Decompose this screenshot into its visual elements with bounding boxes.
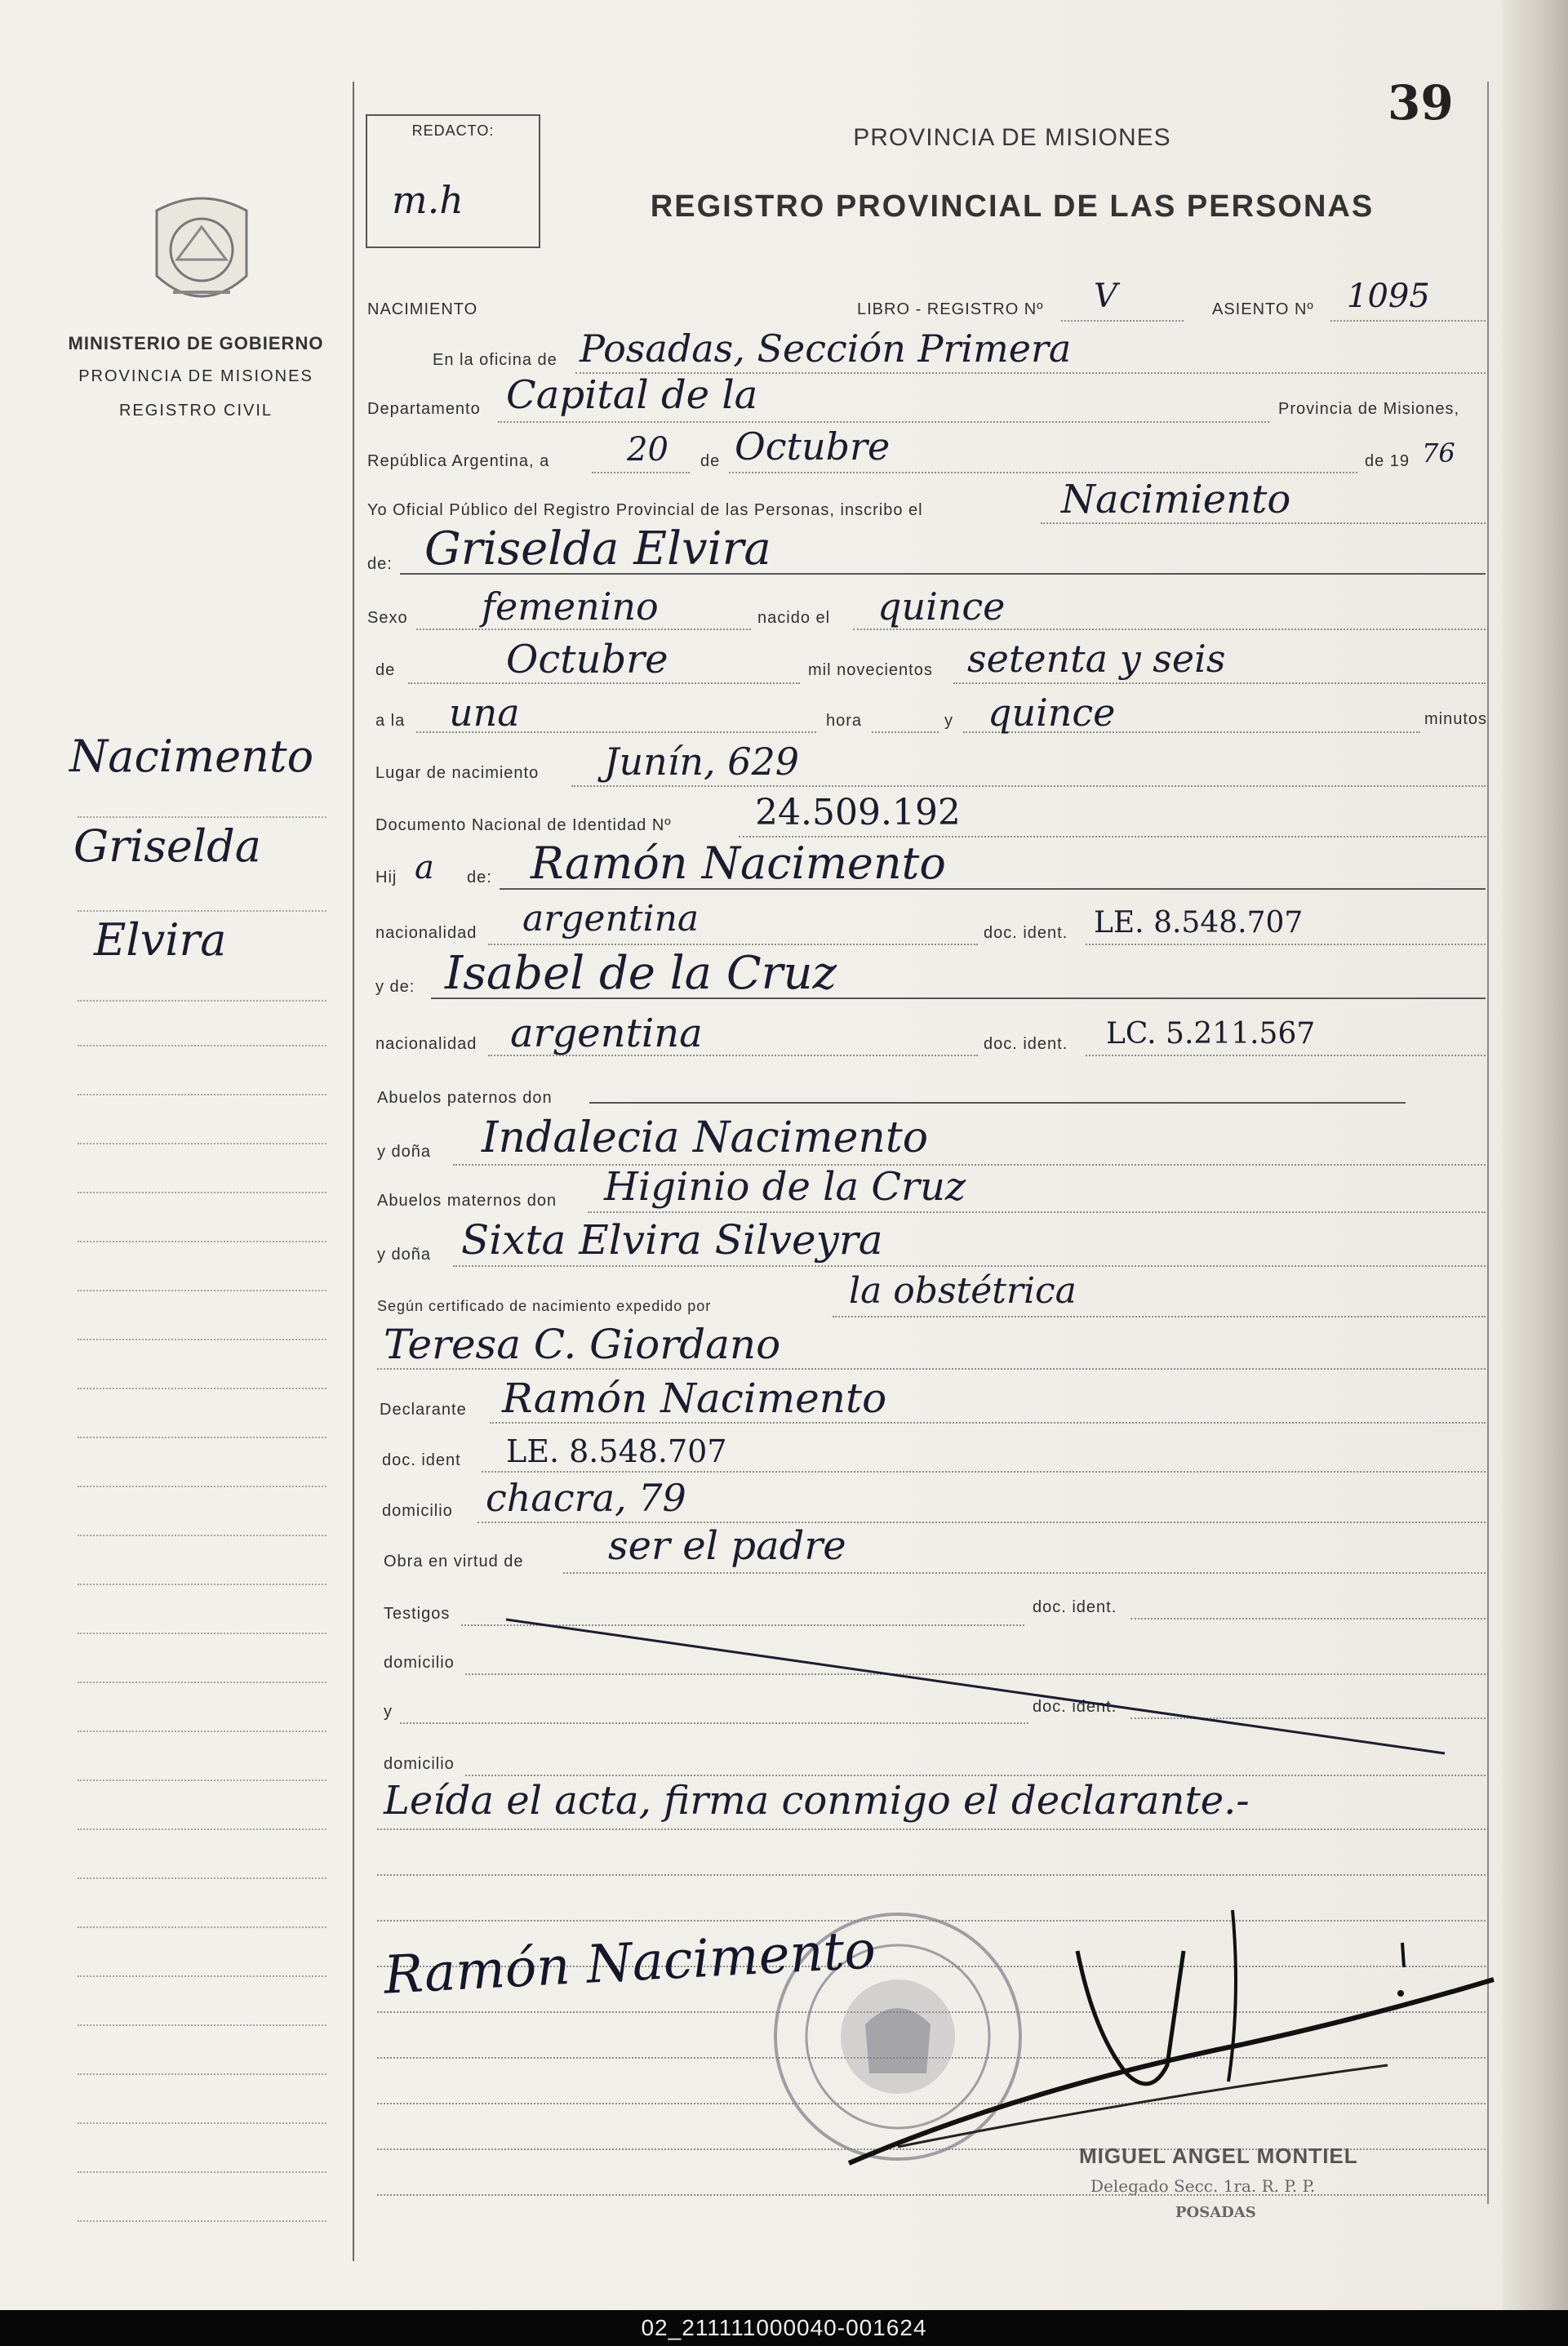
minutos-value: quince [988, 691, 1116, 735]
sexo-value: femenino [482, 584, 659, 629]
anio-value: 76 [1422, 438, 1455, 469]
mes-value: Octubre [735, 424, 891, 469]
madre-label: y de: [375, 978, 415, 996]
domicilio2-label: domicilio [384, 1654, 455, 1672]
hora-label: hora [826, 712, 863, 730]
ministry-province: PROVINCIA DE MISIONES [78, 367, 313, 385]
dona2-value: Sixta Elvira Silveyra [461, 1216, 883, 1264]
redacto-label: REDACTO: [411, 122, 495, 139]
margin-note-surname: Nacimento [69, 731, 314, 782]
nombre-value: Griselda Elvira [424, 522, 771, 575]
margin-note-firstname: Griselda [73, 820, 261, 872]
docident-label: doc. ident [382, 1451, 461, 1469]
hora-value: una [449, 691, 520, 735]
ala-label: a la [375, 712, 406, 730]
certificado-label: Según certificado de nacimiento expedido por [377, 1298, 712, 1314]
anio-label: de 19 [1365, 452, 1410, 470]
de-label: de [700, 452, 721, 470]
page-edge [1502, 0, 1568, 2310]
nacimiento-label: NACIMIENTO [367, 300, 478, 318]
redacto-box [366, 114, 540, 248]
asiento-value: 1095 [1347, 278, 1430, 315]
abuelos-maternos-value: Higinio de la Cruz [604, 1164, 966, 1210]
nacionalidad1-label: nacionalidad [375, 924, 478, 942]
registry-title: REGISTRO PROVINCIAL DE LAS PERSONAS [650, 189, 1375, 224]
departamento-label: Departamento [367, 400, 481, 418]
certificado-value2: Teresa C. Giordano [384, 1321, 781, 1368]
page-number: 39 [1388, 75, 1454, 131]
footer-bar [0, 2310, 1568, 2346]
oficial-value: Nacimiento [1061, 477, 1291, 522]
nacionalidad1-value: argentina [522, 898, 700, 940]
declarante-label: Declarante [380, 1401, 467, 1419]
madre-value: Isabel de la Cruz [445, 947, 837, 1000]
mil-label: mil novecientos [808, 661, 933, 679]
lugar-value: Junín, 629 [604, 740, 800, 784]
closing-text: Leída el acta, firma conmigo el declarante.- [384, 1778, 1250, 1824]
asiento-label: ASIENTO Nº [1212, 300, 1314, 318]
ministry-registry: REGISTRO CIVIL [118, 402, 273, 420]
dni-label: Documento Nacional de Identidad Nº [375, 816, 672, 834]
testigos-label: Testigos [384, 1605, 451, 1623]
official-city: POSADAS [1175, 2204, 1256, 2221]
republica-label: República Argentina, a [367, 452, 550, 470]
nacido-label: nacido el [757, 609, 831, 627]
lugar-label: Lugar de nacimiento [375, 764, 540, 782]
declarante-signature: Ramón Nacimento [382, 1920, 877, 2006]
margin-note-secondname: Elvira [94, 914, 227, 966]
docident-value: LE. 8.548.707 [506, 1433, 727, 1469]
domicilio-value: chacra, 79 [486, 1476, 686, 1520]
witness-strike-line [490, 1608, 1453, 1763]
padre-de-label: de: [467, 869, 492, 886]
libro-label: LIBRO - REGISTRO Nº [857, 300, 1044, 318]
official-name: MIGUEL ANGEL MONTIEL [1079, 2144, 1358, 2168]
hij-label: Hij [375, 869, 398, 886]
obra-value: ser el padre [608, 1523, 846, 1569]
doc1-label: doc. ident. [984, 924, 1068, 942]
obra-label: Obra en virtud de [384, 1553, 524, 1571]
testigos-doc-label: doc. ident. [1033, 1598, 1117, 1616]
oficina-value: Posadas, Sección Primera [580, 327, 1072, 371]
nacionalidad2-value: argentina [510, 1011, 703, 1056]
oficial-text: Yo Oficial Público del Registro Provincial de las Personas, inscribo el [367, 501, 923, 519]
doc2-value: LC. 5.211.567 [1106, 1017, 1316, 1051]
redacto-initials: m.h [392, 178, 464, 222]
padre-value: Ramón Nacimento [531, 838, 946, 889]
dona1-label: y doña [377, 1143, 432, 1161]
document-id: 02_211111000040-001624 [641, 2315, 927, 2340]
testigos-doc2-label: doc. ident. [1033, 1698, 1117, 1716]
dona1-value: Indalecia Nacimento [482, 1113, 929, 1162]
libro-value: V [1094, 278, 1117, 315]
nacionalidad2-label: nacionalidad [375, 1035, 478, 1053]
right-border [1487, 82, 1489, 2204]
nombre-de-label: de: [367, 555, 393, 573]
certificado-value: la obstétrica [849, 1270, 1077, 1312]
provincia-label: Provincia de Misiones, [1278, 400, 1460, 418]
official-role: Delegado Secc. 1ra. R. P. P. [1090, 2176, 1316, 2196]
minutos-label: minutos [1424, 710, 1488, 728]
domicilio3-label: domicilio [384, 1755, 455, 1773]
hij-value: a [415, 849, 434, 886]
dona2-label: y doña [377, 1246, 432, 1264]
sexo-label: Sexo [367, 609, 408, 627]
mes2-value: Octubre [506, 637, 669, 682]
provincial-crest-icon [140, 186, 263, 325]
dia-value: 20 [627, 431, 669, 469]
doc2-label: doc. ident. [984, 1035, 1068, 1053]
mes2-de-label: de [375, 661, 396, 679]
province-heading: PROVINCIA DE MISIONES [853, 124, 1171, 151]
departamento-value: Capital de la [506, 372, 758, 418]
declarante-value: Ramón Nacimento [502, 1375, 887, 1422]
doc1-value: LE. 8.548.707 [1094, 906, 1304, 940]
margin-divider [353, 82, 354, 2261]
abuelos-paternos-label: Abuelos paternos don [377, 1089, 553, 1107]
abuelos-maternos-label: Abuelos maternos don [377, 1192, 557, 1210]
dni-value: 24.509.192 [755, 792, 961, 833]
oficina-label: En la oficina de [433, 351, 557, 369]
y-label: y [944, 712, 953, 730]
domicilio-label: domicilio [382, 1502, 453, 1520]
anio2-value: setenta y seis [967, 637, 1226, 681]
y2-label: y [384, 1703, 393, 1721]
nacido-value: quince [877, 584, 1006, 629]
ministry-name: MINISTERIO DE GOBIERNO [68, 333, 324, 353]
